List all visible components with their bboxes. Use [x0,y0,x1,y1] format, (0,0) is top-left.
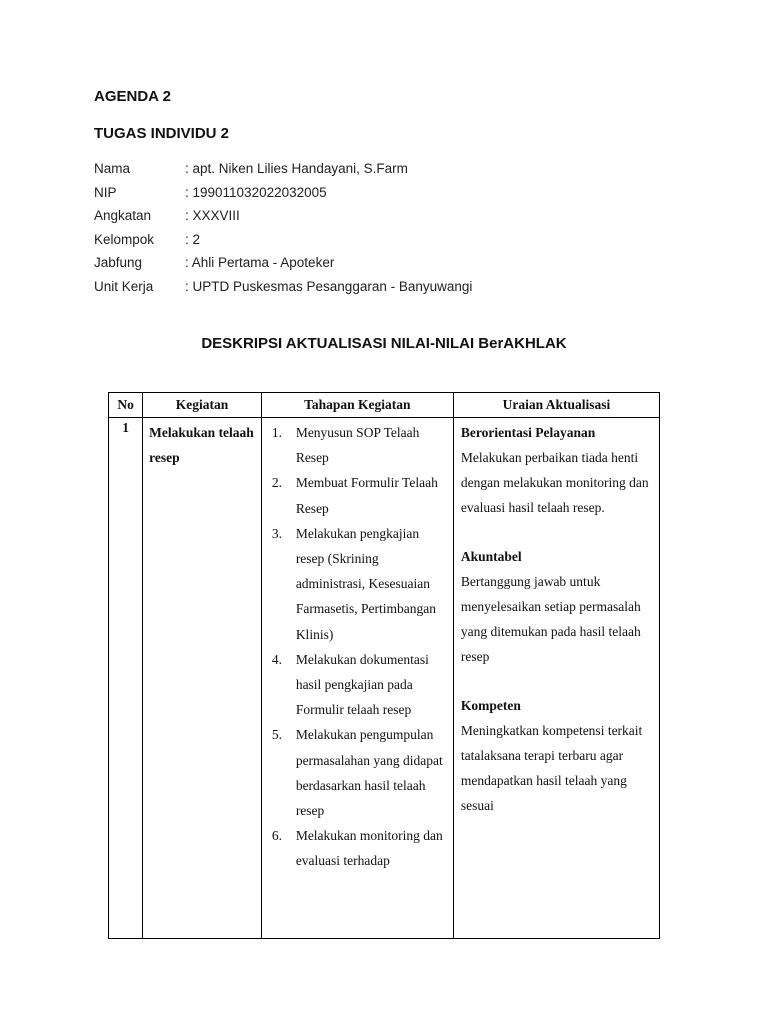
value-heading: Kompeten [460,698,521,713]
step-text: Melakukan monitoring dan evaluasi terhadap [295,828,443,869]
row-number: 1 [109,418,143,939]
step-number: 2. [271,475,282,491]
info-value: : 199011032022032005 [185,184,327,200]
step-number: 3. [271,525,282,541]
header-uraian: Uraian Aktualisasi [453,393,659,418]
steps-list [262,418,453,874]
step-item [272,722,445,823]
info-label: Angkatan [94,208,152,224]
step-number: 6. [271,828,282,844]
step-item [272,647,445,723]
info-value: : UPTD Puskesmas Pesanggaran - Banyuwangi [185,278,473,294]
task-heading: TUGAS INDIVIDU 2 [94,125,230,142]
info-label: Kelompok [94,231,155,247]
info-row-angkatan [94,204,472,228]
info-row-jabfung [94,251,472,275]
info-value: : apt. Niken Lilies Handayani, S.Farm [185,161,408,177]
info-value: : Ahli Pertama - Apoteker [185,255,335,271]
activity-steps-cell [261,418,453,939]
info-row-nip [94,181,472,205]
info-row-kelompok [94,228,472,252]
info-label: Jabfung [94,255,143,271]
info-value: : 2 [185,231,201,247]
actualization-cell [453,418,659,939]
activity-name: Melakukan telaah resep [143,418,262,939]
info-label: Nama [94,161,131,177]
value-block [461,420,653,520]
step-item [272,470,445,520]
step-text: Melakukan pengkajian resep (Skrining administrasi, Kesesuaian Farmasetis, Pertimbangan Klinis) [295,525,437,642]
step-number: 4. [271,651,282,667]
agenda-heading: AGENDA 2 [94,88,171,105]
identity-info [94,157,472,298]
info-label: Unit Kerja [94,278,154,294]
value-heading: Akuntabel [460,549,522,564]
table-row [109,418,660,939]
info-label: NIP [94,184,117,200]
header-tahapan: Tahapan Kegiatan [261,393,453,418]
step-item [272,420,445,470]
step-number: 1. [271,425,282,440]
value-heading: Berorientasi Pelayanan [460,425,596,440]
value-description: Meningkatkan kompetensi terkait tatalaksana terapi terbaru agar mendapatkan hasil telaah yang sesuai [460,723,643,813]
header-no: No [109,393,143,418]
step-text: Menyusun SOP Telaah Resep [295,425,420,466]
value-block [461,544,653,669]
value-description: Melakukan perbaikan tiada henti dengan melakukan monitoring dan evaluasi hasil telaah resep. [460,450,649,515]
step-text: Melakukan pengumpulan permasalahan yang didapat berdasarkan hasil telaah resep [295,727,443,819]
step-text: Melakukan dokumentasi hasil pengkajian pada Formulir telaah resep [295,651,429,718]
table-header-row [109,393,660,418]
value-block [461,693,653,818]
value-description: Bertanggung jawab untuk menyelesaikan setiap permasalah yang ditemukan pada hasil telaah resep [460,574,641,664]
document-title: DESKRIPSI AKTUALISASI NILAI-NILAI BerAKHLAK [201,335,567,352]
info-value: : XXXVIII [185,208,240,224]
info-row-unit-kerja [94,275,472,299]
step-text: Membuat Formulir Telaah Resep [295,475,438,516]
info-row-nama [94,157,472,181]
actualization-table [108,392,660,939]
step-number: 5. [271,727,282,743]
header-kegiatan: Kegiatan [143,393,262,418]
step-item [272,521,445,647]
step-item [272,823,445,873]
